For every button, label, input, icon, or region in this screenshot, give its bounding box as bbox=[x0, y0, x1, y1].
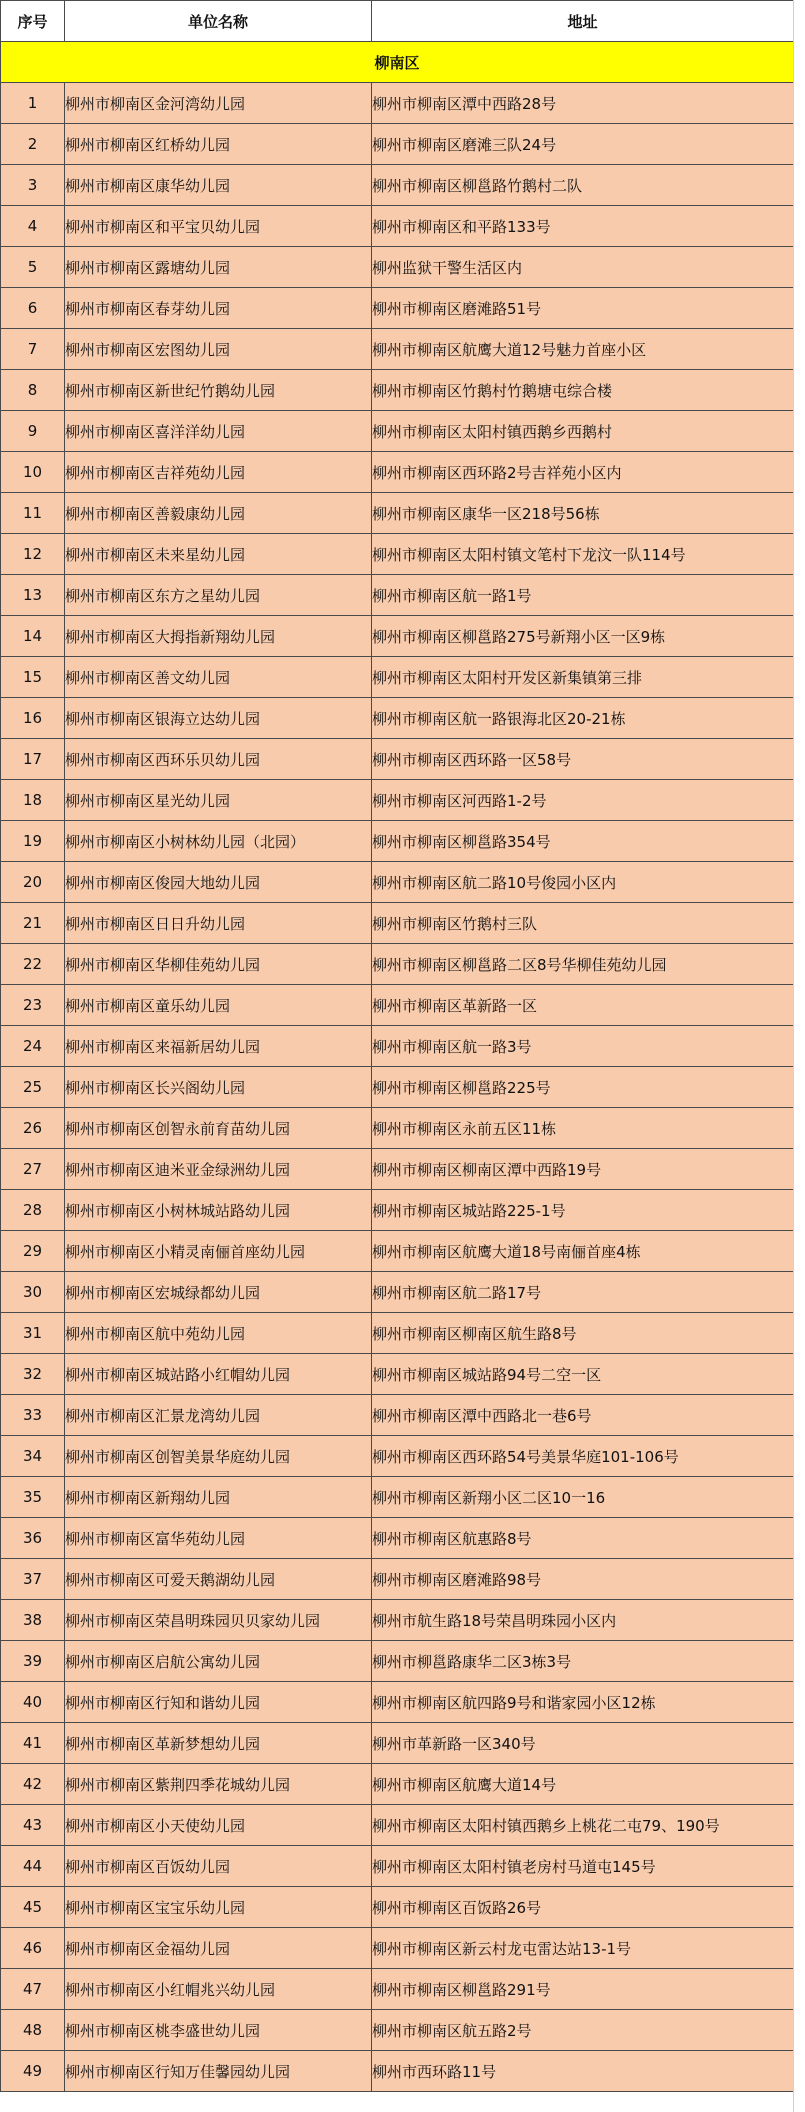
table-row bbox=[1, 903, 794, 944]
section-title[interactable]: 柳南区 bbox=[1, 42, 794, 83]
table-row bbox=[1, 1190, 794, 1231]
row-name[interactable]: 柳州市柳南区行知万佳馨园幼儿园 bbox=[65, 2051, 372, 2092]
row-index[interactable]: 39 bbox=[1, 1641, 65, 1682]
row-address[interactable]: 柳州市柳南区竹鹅村三队 bbox=[372, 903, 794, 944]
row-address[interactable]: 柳州市柳南区新翔小区二区10一16 bbox=[372, 1477, 794, 1518]
table-row bbox=[1, 1887, 794, 1928]
row-address[interactable]: 柳州市柳南区太阳村镇文笔村下龙汶一队114号 bbox=[372, 534, 794, 575]
row-address[interactable]: 柳州市柳南区潭中西路北一巷6号 bbox=[372, 1395, 794, 1436]
table-row bbox=[1, 1518, 794, 1559]
row-address[interactable]: 柳州市柳南区太阳村镇老房村马道屯145号 bbox=[372, 1846, 794, 1887]
row-index[interactable]: 40 bbox=[1, 1682, 65, 1723]
row-index[interactable]: 6 bbox=[1, 288, 65, 329]
row-name[interactable]: 柳州市柳南区大拇指新翔幼儿园 bbox=[65, 616, 372, 657]
row-address[interactable]: 柳州市航生路18号荣昌明珠园小区内 bbox=[372, 1600, 794, 1641]
row-name[interactable]: 柳州市柳南区创智永前育苗幼儿园 bbox=[65, 1108, 372, 1149]
row-name[interactable]: 柳州市柳南区宏图幼儿园 bbox=[65, 329, 372, 370]
row-index[interactable]: 38 bbox=[1, 1600, 65, 1641]
table-row bbox=[1, 1559, 794, 1600]
row-address[interactable]: 柳州市柳南区柳邕路竹鹅村二队 bbox=[372, 165, 794, 206]
row-address[interactable]: 柳州市柳南区航四路9号和谐家园小区12栋 bbox=[372, 1682, 794, 1723]
table-row bbox=[1, 1395, 794, 1436]
row-index[interactable]: 26 bbox=[1, 1108, 65, 1149]
row-address[interactable]: 柳州市柳南区柳邕路二区8号华柳佳苑幼儿园 bbox=[372, 944, 794, 985]
table-row bbox=[1, 657, 794, 698]
row-name[interactable]: 柳州市柳南区汇景龙湾幼儿园 bbox=[65, 1395, 372, 1436]
table-row bbox=[1, 575, 794, 616]
table-row bbox=[1, 780, 794, 821]
table-row bbox=[1, 493, 794, 534]
row-address[interactable]: 柳州市柳南区和平路133号 bbox=[372, 206, 794, 247]
table-row bbox=[1, 1969, 794, 2010]
table-row bbox=[1, 534, 794, 575]
row-name[interactable]: 柳州市柳南区金福幼儿园 bbox=[65, 1928, 372, 1969]
table-row bbox=[1, 1149, 794, 1190]
row-index[interactable]: 41 bbox=[1, 1723, 65, 1764]
table-row bbox=[1, 329, 794, 370]
row-name[interactable]: 柳州市柳南区长兴阁幼儿园 bbox=[65, 1067, 372, 1108]
row-name[interactable]: 柳州市柳南区露塘幼儿园 bbox=[65, 247, 372, 288]
table-row bbox=[1, 1477, 794, 1518]
row-index[interactable]: 7 bbox=[1, 329, 65, 370]
row-name[interactable]: 柳州市柳南区行知和谐幼儿园 bbox=[65, 1682, 372, 1723]
row-index[interactable]: 18 bbox=[1, 780, 65, 821]
table-row bbox=[1, 1026, 794, 1067]
row-name[interactable]: 柳州市柳南区新世纪竹鹅幼儿园 bbox=[65, 370, 372, 411]
row-name[interactable]: 柳州市柳南区紫荆四季花城幼儿园 bbox=[65, 1764, 372, 1805]
row-address[interactable]: 柳州市柳南区航一路1号 bbox=[372, 575, 794, 616]
row-address[interactable]: 柳州市柳南区柳邕路275号新翔小区一区9栋 bbox=[372, 616, 794, 657]
row-name[interactable]: 柳州市柳南区小天使幼儿园 bbox=[65, 1805, 372, 1846]
row-name[interactable]: 柳州市柳南区百饭幼儿园 bbox=[65, 1846, 372, 1887]
row-index[interactable]: 5 bbox=[1, 247, 65, 288]
row-name[interactable]: 柳州市柳南区小树林城站路幼儿园 bbox=[65, 1190, 372, 1231]
row-name[interactable]: 柳州市柳南区可爱天鹅湖幼儿园 bbox=[65, 1559, 372, 1600]
row-name[interactable]: 柳州市柳南区城站路小红帽幼儿园 bbox=[65, 1354, 372, 1395]
table-row bbox=[1, 1805, 794, 1846]
row-address[interactable]: 柳州监狱干警生活区内 bbox=[372, 247, 794, 288]
row-address[interactable]: 柳州市柳南区永前五区11栋 bbox=[372, 1108, 794, 1149]
table-row bbox=[1, 1600, 794, 1641]
row-index[interactable]: 31 bbox=[1, 1313, 65, 1354]
row-index[interactable]: 11 bbox=[1, 493, 65, 534]
row-name[interactable]: 柳州市柳南区启航公寓幼儿园 bbox=[65, 1641, 372, 1682]
row-name[interactable]: 柳州市柳南区星光幼儿园 bbox=[65, 780, 372, 821]
row-index[interactable]: 49 bbox=[1, 2051, 65, 2092]
row-index[interactable]: 24 bbox=[1, 1026, 65, 1067]
row-index[interactable]: 17 bbox=[1, 739, 65, 780]
row-name[interactable]: 柳州市柳南区康华幼儿园 bbox=[65, 165, 372, 206]
row-address[interactable]: 柳州市柳南区太阳村开发区新集镇第三排 bbox=[372, 657, 794, 698]
table-row bbox=[1, 124, 794, 165]
table-row bbox=[1, 739, 794, 780]
table-row bbox=[1, 247, 794, 288]
row-name[interactable]: 柳州市柳南区日日升幼儿园 bbox=[65, 903, 372, 944]
row-index[interactable]: 3 bbox=[1, 165, 65, 206]
row-address[interactable]: 柳州市柳南区航鹰大道14号 bbox=[372, 1764, 794, 1805]
row-name[interactable]: 柳州市柳南区俊园大地幼儿园 bbox=[65, 862, 372, 903]
table-row bbox=[1, 1846, 794, 1887]
table-row bbox=[1, 1928, 794, 1969]
row-index[interactable]: 32 bbox=[1, 1354, 65, 1395]
row-name[interactable]: 柳州市柳南区童乐幼儿园 bbox=[65, 985, 372, 1026]
row-address[interactable]: 柳州市柳南区柳邕路354号 bbox=[372, 821, 794, 862]
table-row bbox=[1, 698, 794, 739]
row-name[interactable]: 柳州市柳南区银海立达幼儿园 bbox=[65, 698, 372, 739]
row-index[interactable]: 2 bbox=[1, 124, 65, 165]
row-name[interactable]: 柳州市柳南区喜洋洋幼儿园 bbox=[65, 411, 372, 452]
row-address[interactable]: 柳州市柳南区太阳村镇西鹅乡上桃花二屯79、190号 bbox=[372, 1805, 794, 1846]
row-address[interactable]: 柳州市柳南区康华一区218号56栋 bbox=[372, 493, 794, 534]
table-row bbox=[1, 1313, 794, 1354]
header-index[interactable]: 序号 bbox=[1, 1, 65, 42]
table-row bbox=[1, 1682, 794, 1723]
row-name[interactable]: 柳州市柳南区红桥幼儿园 bbox=[65, 124, 372, 165]
row-name[interactable]: 柳州市柳南区善毅康幼儿园 bbox=[65, 493, 372, 534]
section-row bbox=[1, 42, 794, 83]
row-index[interactable]: 45 bbox=[1, 1887, 65, 1928]
sheet-gridline bbox=[793, 0, 805, 2112]
row-index[interactable]: 47 bbox=[1, 1969, 65, 2010]
row-index[interactable]: 36 bbox=[1, 1518, 65, 1559]
table-row bbox=[1, 165, 794, 206]
row-address[interactable]: 柳州市柳南区潭中西路28号 bbox=[372, 83, 794, 124]
row-address[interactable]: 柳州市柳南区革新路一区 bbox=[372, 985, 794, 1026]
row-index[interactable]: 48 bbox=[1, 2010, 65, 2051]
row-name[interactable]: 柳州市柳南区小树林幼儿园（北园） bbox=[65, 821, 372, 862]
row-index[interactable]: 29 bbox=[1, 1231, 65, 1272]
row-name[interactable]: 柳州市柳南区来福新居幼儿园 bbox=[65, 1026, 372, 1067]
row-index[interactable]: 13 bbox=[1, 575, 65, 616]
row-index[interactable]: 16 bbox=[1, 698, 65, 739]
row-address[interactable]: 柳州市柳南区磨滩路98号 bbox=[372, 1559, 794, 1600]
row-name[interactable]: 柳州市柳南区善文幼儿园 bbox=[65, 657, 372, 698]
row-address[interactable]: 柳州市柳南区城站路225-1号 bbox=[372, 1190, 794, 1231]
row-name[interactable]: 柳州市柳南区革新梦想幼儿园 bbox=[65, 1723, 372, 1764]
table-row bbox=[1, 370, 794, 411]
row-name[interactable]: 柳州市柳南区桃李盛世幼儿园 bbox=[65, 2010, 372, 2051]
row-name[interactable]: 柳州市柳南区东方之星幼儿园 bbox=[65, 575, 372, 616]
table-row bbox=[1, 862, 794, 903]
row-index[interactable]: 35 bbox=[1, 1477, 65, 1518]
table-row bbox=[1, 985, 794, 1026]
row-address[interactable]: 柳州市柳南区河西路1-2号 bbox=[372, 780, 794, 821]
table-row bbox=[1, 411, 794, 452]
row-name[interactable]: 柳州市柳南区宏城绿都幼儿园 bbox=[65, 1272, 372, 1313]
row-index[interactable]: 20 bbox=[1, 862, 65, 903]
row-index[interactable]: 43 bbox=[1, 1805, 65, 1846]
row-address[interactable]: 柳州市西环路11号 bbox=[372, 2051, 794, 2092]
row-name[interactable]: 柳州市柳南区富华苑幼儿园 bbox=[65, 1518, 372, 1559]
row-index[interactable]: 8 bbox=[1, 370, 65, 411]
table-row bbox=[1, 1764, 794, 1805]
row-name[interactable]: 柳州市柳南区春芽幼儿园 bbox=[65, 288, 372, 329]
row-name[interactable]: 柳州市柳南区迪米亚金绿洲幼儿园 bbox=[65, 1149, 372, 1190]
table-row bbox=[1, 452, 794, 493]
row-index[interactable]: 22 bbox=[1, 944, 65, 985]
table-row bbox=[1, 206, 794, 247]
row-index[interactable]: 10 bbox=[1, 452, 65, 493]
row-name[interactable]: 柳州市柳南区吉祥苑幼儿园 bbox=[65, 452, 372, 493]
table-row bbox=[1, 1108, 794, 1149]
row-address[interactable]: 柳州市柳南区航一路银海北区20-21栋 bbox=[372, 698, 794, 739]
row-index[interactable]: 14 bbox=[1, 616, 65, 657]
row-index[interactable]: 9 bbox=[1, 411, 65, 452]
row-address[interactable]: 柳州市柳南区磨滩三队24号 bbox=[372, 124, 794, 165]
row-address[interactable]: 柳州市柳南区航鹰大道18号南俪首座4栋 bbox=[372, 1231, 794, 1272]
row-index[interactable]: 44 bbox=[1, 1846, 65, 1887]
row-address[interactable]: 柳州市柳南区太阳村镇西鹅乡西鹅村 bbox=[372, 411, 794, 452]
row-name[interactable]: 柳州市柳南区小精灵南俪首座幼儿园 bbox=[65, 1231, 372, 1272]
row-name[interactable]: 柳州市柳南区创智美景华庭幼儿园 bbox=[65, 1436, 372, 1477]
header-address[interactable]: 地址 bbox=[372, 1, 794, 42]
row-address[interactable]: 柳州市柳南区航二路10号俊园小区内 bbox=[372, 862, 794, 903]
row-address[interactable]: 柳州市柳南区柳南区潭中西路19号 bbox=[372, 1149, 794, 1190]
table-row bbox=[1, 288, 794, 329]
header-name[interactable]: 单位名称 bbox=[65, 1, 372, 42]
table-row bbox=[1, 616, 794, 657]
row-address[interactable]: 柳州市柳南区航惠路8号 bbox=[372, 1518, 794, 1559]
row-index[interactable]: 15 bbox=[1, 657, 65, 698]
row-index[interactable]: 19 bbox=[1, 821, 65, 862]
table-row bbox=[1, 1354, 794, 1395]
row-name[interactable]: 柳州市柳南区西环乐贝幼儿园 bbox=[65, 739, 372, 780]
table-row bbox=[1, 2010, 794, 2051]
table-row bbox=[1, 1272, 794, 1313]
table-row bbox=[1, 821, 794, 862]
row-address[interactable]: 柳州市柳南区西环路一区58号 bbox=[372, 739, 794, 780]
row-address[interactable]: 柳州市柳南区城站路94号二空一区 bbox=[372, 1354, 794, 1395]
row-index[interactable]: 25 bbox=[1, 1067, 65, 1108]
row-index[interactable]: 46 bbox=[1, 1928, 65, 1969]
row-index[interactable]: 30 bbox=[1, 1272, 65, 1313]
row-index[interactable]: 37 bbox=[1, 1559, 65, 1600]
table-row bbox=[1, 1231, 794, 1272]
row-address[interactable]: 柳州市柳南区航鹰大道12号魅力首座小区 bbox=[372, 329, 794, 370]
row-index[interactable]: 12 bbox=[1, 534, 65, 575]
row-address[interactable]: 柳州市柳南区西环路54号美景华庭101-106号 bbox=[372, 1436, 794, 1477]
row-name[interactable]: 柳州市柳南区和平宝贝幼儿园 bbox=[65, 206, 372, 247]
row-address[interactable]: 柳州市柳南区竹鹅村竹鹅塘屯综合楼 bbox=[372, 370, 794, 411]
row-name[interactable]: 柳州市柳南区航中苑幼儿园 bbox=[65, 1313, 372, 1354]
row-address[interactable]: 柳州市柳南区航一路3号 bbox=[372, 1026, 794, 1067]
row-index[interactable]: 34 bbox=[1, 1436, 65, 1477]
table-row bbox=[1, 2051, 794, 2092]
row-name[interactable]: 柳州市柳南区小红帽兆兴幼儿园 bbox=[65, 1969, 372, 2010]
row-address[interactable]: 柳州市革新路一区340号 bbox=[372, 1723, 794, 1764]
row-index[interactable]: 28 bbox=[1, 1190, 65, 1231]
table-row bbox=[1, 944, 794, 985]
row-address[interactable]: 柳州市柳南区百饭路26号 bbox=[372, 1887, 794, 1928]
row-address[interactable]: 柳州市柳南区航五路2号 bbox=[372, 2010, 794, 2051]
row-name[interactable]: 柳州市柳南区金河湾幼儿园 bbox=[65, 83, 372, 124]
table-row bbox=[1, 1641, 794, 1682]
row-name[interactable]: 柳州市柳南区宝宝乐幼儿园 bbox=[65, 1887, 372, 1928]
row-index[interactable]: 4 bbox=[1, 206, 65, 247]
table-row bbox=[1, 1723, 794, 1764]
row-index[interactable]: 33 bbox=[1, 1395, 65, 1436]
row-index[interactable]: 21 bbox=[1, 903, 65, 944]
table-row bbox=[1, 1067, 794, 1108]
row-address[interactable]: 柳州市柳南区磨滩路51号 bbox=[372, 288, 794, 329]
row-index[interactable]: 42 bbox=[1, 1764, 65, 1805]
row-name[interactable]: 柳州市柳南区未来星幼儿园 bbox=[65, 534, 372, 575]
row-index[interactable]: 27 bbox=[1, 1149, 65, 1190]
row-index[interactable]: 1 bbox=[1, 83, 65, 124]
row-address[interactable]: 柳州市柳南区柳邕路291号 bbox=[372, 1969, 794, 2010]
row-name[interactable]: 柳州市柳南区新翔幼儿园 bbox=[65, 1477, 372, 1518]
row-name[interactable]: 柳州市柳南区华柳佳苑幼儿园 bbox=[65, 944, 372, 985]
row-address[interactable]: 柳州市柳南区航二路17号 bbox=[372, 1272, 794, 1313]
row-name[interactable]: 柳州市柳南区荣昌明珠园贝贝家幼儿园 bbox=[65, 1600, 372, 1641]
header-row bbox=[1, 1, 794, 42]
row-address[interactable]: 柳州市柳南区西环路2号吉祥苑小区内 bbox=[372, 452, 794, 493]
table-row bbox=[1, 83, 794, 124]
row-index[interactable]: 23 bbox=[1, 985, 65, 1026]
row-address[interactable]: 柳州市柳南区柳邕路225号 bbox=[372, 1067, 794, 1108]
row-address[interactable]: 柳州市柳邕路康华二区3栋3号 bbox=[372, 1641, 794, 1682]
row-address[interactable]: 柳州市柳南区柳南区航生路8号 bbox=[372, 1313, 794, 1354]
row-address[interactable]: 柳州市柳南区新云村龙屯雷达站13-1号 bbox=[372, 1928, 794, 1969]
table-row bbox=[1, 1436, 794, 1477]
